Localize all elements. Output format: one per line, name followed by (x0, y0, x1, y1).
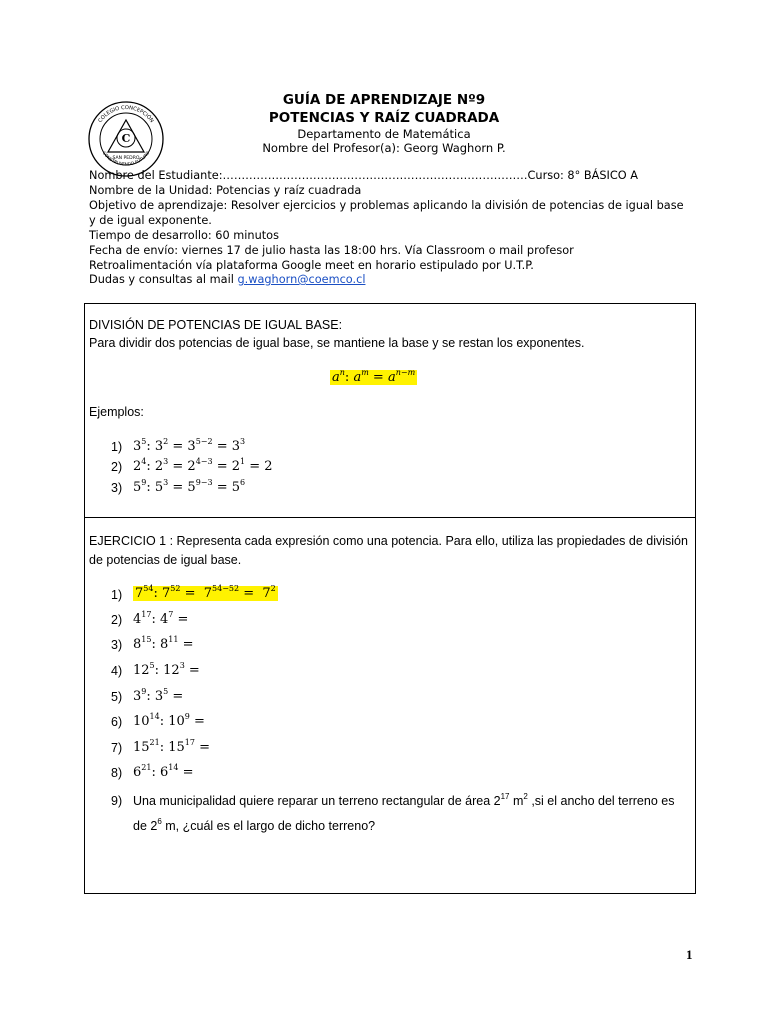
exercise-item-3: $8^{15}$: $8^{11}$ = (133, 635, 194, 652)
exercise-box (84, 518, 696, 894)
logo-mid-text: SAN PEDRO (112, 156, 140, 161)
feedback-line: Retroalimentación vía plataforma Google meet en horario estipulado por U.T.P. (89, 259, 534, 272)
objective-line-1: Objetivo de aprendizaje: Resolver ejercicios y problemas aplicando la división de potencias de igual base (89, 199, 684, 212)
exercise-item-6: $10^{14}$: $10^9$ = (133, 712, 205, 729)
item-number: 5) (111, 690, 123, 704)
exercise-item-4: $12^5$: $12^3$ = (133, 661, 200, 678)
guide-title: GUÍA DE APRENDIZAJE Nº9 (282, 92, 486, 108)
theory-rule: Para dividir dos potencias de igual base, se mantiene la base y se restan los exponentes. (89, 336, 585, 350)
item-number: 6) (111, 715, 123, 729)
item-number: 3) (111, 638, 123, 652)
time-line: Tiempo de desarrollo: 60 minutos (89, 229, 279, 242)
division-formula (330, 370, 417, 385)
exercise-item-7: $15^{21}$: $15^{17}$ = (133, 738, 211, 755)
exercise-item-5: $3^9$: $3^5$ = (133, 687, 184, 704)
example-1: $3^5$: $3^2 = 3^{5-2} = 3^3$ (133, 437, 246, 454)
example-3: $5^9$: $5^3 = 5^{9-3} = 5^6$ (133, 478, 246, 495)
item-number: 1) (111, 588, 123, 602)
objective-line-2: y de igual exponente. (89, 214, 212, 227)
problem-line-1: Una municipalidad quiere reparar un terreno rectangular de área $2^{17}$ $m^2$ ,si el ancho del terreno es (133, 792, 675, 808)
unit-name: Nombre de la Unidad: Potencias y raíz cuadrada (89, 184, 362, 197)
formula-highlight: $a^n$: $a^m = a^{n-m}$ (332, 368, 416, 385)
example-2: $2^4$: $2^3 = 2^{4-3} = 2^1 = 2$ (133, 457, 273, 474)
item-number: 4) (111, 664, 123, 678)
logo-bottom-text: CONSTRUYENDO FUTURO (100, 151, 152, 168)
guide-subtitle: POTENCIAS Y RAÍZ CUADRADA (268, 110, 500, 126)
theory-heading: DIVISIÓN DE POTENCIAS DE IGUAL BASE: (89, 318, 343, 332)
student-name-line: Nombre del Estudiante:………………………………………………………………………Curso: 8° BÁSICO A (89, 169, 638, 182)
doubts-text: Dudas y consultas al mail (89, 273, 238, 286)
doubts-line (89, 272, 365, 287)
exercise-item-8: $6^{21}$: $6^{14}$ = (133, 763, 194, 780)
teacher-email-link[interactable]: g.waghorn@coemco.cl (237, 273, 366, 286)
item-number: 9) (111, 794, 123, 808)
solved-highlight: $7^{54}$: $7^{52} = 7^{54-52} = 7^2$ (135, 584, 276, 601)
exercise-item-2: $4^{17}$: $4^7$ = (133, 610, 189, 627)
exercise-heading-2: de potencias de igual base. (89, 553, 242, 567)
logo-top-text: COLEGIO CONCEPCIÓN (97, 104, 155, 124)
teacher-name: Nombre del Profesor(a): Georg Waghorn P. (262, 141, 506, 155)
example-number: 1) (111, 440, 123, 454)
example-number: 2) (111, 460, 123, 474)
item-number: 2) (111, 613, 123, 627)
problem-line-2: de $2^6$ m, ¿cuál es el largo de dicho terreno? (133, 817, 376, 833)
item-number: 7) (111, 741, 123, 755)
example-number: 3) (111, 481, 123, 495)
department-name: Departamento de Matemática (297, 127, 471, 141)
examples-label: Ejemplos: (89, 405, 144, 419)
exercise-item-1 (133, 586, 278, 601)
page-number: 1 (686, 947, 693, 962)
send-date-line: Fecha de envío: viernes 17 de julio hasta las 18:00 hrs. Vía Classroom o mail profesor (89, 244, 574, 257)
logo-monogram: C (121, 132, 131, 145)
exercise-heading-1: EJERCICIO 1 : Representa cada expresión como una potencia. Para ello, utiliza las propiedades de división (89, 534, 688, 548)
item-number: 8) (111, 766, 123, 780)
